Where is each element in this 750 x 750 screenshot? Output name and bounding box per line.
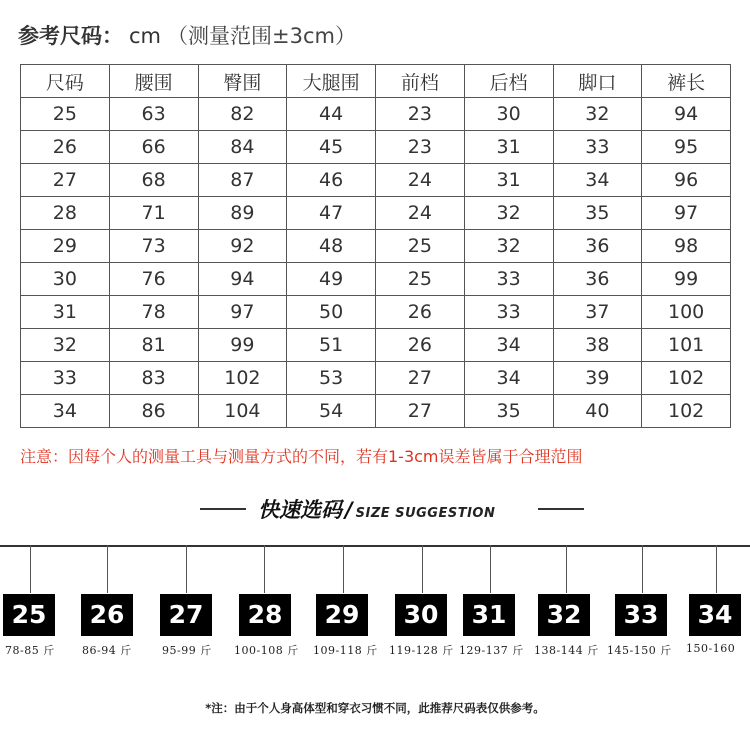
table-cell: 27 bbox=[21, 164, 110, 197]
size-table bbox=[20, 64, 731, 428]
heading-title bbox=[258, 494, 495, 524]
table-cell: 24 bbox=[376, 197, 465, 230]
table-cell: 45 bbox=[287, 131, 376, 164]
table-cell: 89 bbox=[198, 197, 287, 230]
table-cell: 34 bbox=[553, 164, 642, 197]
header-unit: cm bbox=[129, 24, 162, 48]
table-cell: 31 bbox=[464, 164, 553, 197]
table-cell: 47 bbox=[287, 197, 376, 230]
table-cell: 25 bbox=[21, 98, 110, 131]
size-box: 29 bbox=[316, 594, 368, 636]
table-cell: 81 bbox=[109, 329, 198, 362]
table-cell: 23 bbox=[376, 131, 465, 164]
table-cell: 99 bbox=[198, 329, 287, 362]
table-cell: 98 bbox=[642, 230, 731, 263]
table-row bbox=[21, 263, 731, 296]
table-row bbox=[21, 98, 731, 131]
weight-range-label: 95-99 斤 bbox=[162, 644, 212, 657]
table-cell: 73 bbox=[109, 230, 198, 263]
weight-range-label: 78-85 斤 bbox=[5, 644, 55, 657]
table-cell: 25 bbox=[376, 230, 465, 263]
column-header: 后档 bbox=[464, 65, 553, 98]
table-cell: 95 bbox=[642, 131, 731, 164]
table-row bbox=[21, 230, 731, 263]
weight-range-label: 109-118 斤 bbox=[313, 644, 378, 657]
table-cell: 32 bbox=[464, 197, 553, 230]
table-cell: 44 bbox=[287, 98, 376, 131]
size-suggestion-heading bbox=[0, 492, 750, 524]
weight-range-label: 129-137 斤 bbox=[459, 644, 524, 657]
heading-divider-right bbox=[538, 508, 584, 510]
table-cell: 33 bbox=[464, 296, 553, 329]
column-header: 臀围 bbox=[198, 65, 287, 98]
table-cell: 31 bbox=[21, 296, 110, 329]
table-cell: 50 bbox=[287, 296, 376, 329]
table-cell: 76 bbox=[109, 263, 198, 296]
table-cell: 39 bbox=[553, 362, 642, 395]
table-cell: 23 bbox=[376, 98, 465, 131]
ruler-tick bbox=[490, 545, 491, 593]
size-box: 27 bbox=[160, 594, 212, 636]
footnote: *注：由于个人身高体型和穿衣习惯不同，此推荐尺码表仅供参考。 bbox=[205, 701, 545, 715]
size-ruler bbox=[0, 545, 750, 600]
table-row bbox=[21, 296, 731, 329]
ruler-tick bbox=[422, 545, 423, 593]
table-cell: 71 bbox=[109, 197, 198, 230]
table-cell: 30 bbox=[464, 98, 553, 131]
weight-range-label: 138-144 斤 bbox=[534, 644, 599, 657]
column-header: 尺码 bbox=[21, 65, 110, 98]
table-cell: 54 bbox=[287, 395, 376, 428]
table-cell: 30 bbox=[21, 263, 110, 296]
table-cell: 36 bbox=[553, 263, 642, 296]
table-cell: 96 bbox=[642, 164, 731, 197]
table-cell: 94 bbox=[198, 263, 287, 296]
ruler-tick bbox=[343, 545, 344, 593]
table-cell: 34 bbox=[464, 329, 553, 362]
table-cell: 40 bbox=[553, 395, 642, 428]
table-row bbox=[21, 329, 731, 362]
table-cell: 51 bbox=[287, 329, 376, 362]
ruler-tick bbox=[186, 545, 187, 593]
header-title: 参考尺码： bbox=[18, 24, 123, 48]
ruler-tick bbox=[716, 545, 717, 593]
table-cell: 83 bbox=[109, 362, 198, 395]
column-header: 脚口 bbox=[553, 65, 642, 98]
ruler-line bbox=[0, 545, 750, 547]
table-cell: 102 bbox=[642, 362, 731, 395]
table-cell: 78 bbox=[109, 296, 198, 329]
table-cell: 97 bbox=[642, 197, 731, 230]
table-cell: 100 bbox=[642, 296, 731, 329]
weight-range-label: 150-160 bbox=[686, 642, 736, 655]
ruler-tick bbox=[264, 545, 265, 593]
table-cell: 102 bbox=[198, 362, 287, 395]
table-cell: 26 bbox=[21, 131, 110, 164]
size-box: 32 bbox=[538, 594, 590, 636]
size-box: 30 bbox=[395, 594, 447, 636]
table-row bbox=[21, 395, 731, 428]
ruler-tick bbox=[642, 545, 643, 593]
measurement-warning: 注意：因每个人的测量工具与测量方式的不同，若有1-3cm误差皆属于合理范围 bbox=[20, 447, 583, 466]
weight-range-label: 119-128 斤 bbox=[389, 644, 454, 657]
ruler-tick bbox=[107, 545, 108, 593]
table-cell: 36 bbox=[553, 230, 642, 263]
table-cell: 25 bbox=[376, 263, 465, 296]
table-cell: 99 bbox=[642, 263, 731, 296]
table-cell: 102 bbox=[642, 395, 731, 428]
column-header: 大腿围 bbox=[287, 65, 376, 98]
size-box: 31 bbox=[463, 594, 515, 636]
table-cell: 104 bbox=[198, 395, 287, 428]
table-cell: 32 bbox=[553, 98, 642, 131]
table-row bbox=[21, 164, 731, 197]
table-cell: 92 bbox=[198, 230, 287, 263]
table-cell: 66 bbox=[109, 131, 198, 164]
table-cell: 53 bbox=[287, 362, 376, 395]
column-header: 裤长 bbox=[642, 65, 731, 98]
size-box: 33 bbox=[615, 594, 667, 636]
size-box: 34 bbox=[689, 594, 741, 636]
weight-range-label: 100-108 斤 bbox=[234, 644, 299, 657]
table-row bbox=[21, 362, 731, 395]
size-box: 28 bbox=[239, 594, 291, 636]
table-body bbox=[21, 98, 731, 428]
heading-title-en: SIZE SUGGESTION bbox=[355, 506, 496, 521]
table-cell: 94 bbox=[642, 98, 731, 131]
table-cell: 84 bbox=[198, 131, 287, 164]
table-cell: 97 bbox=[198, 296, 287, 329]
table-cell: 32 bbox=[21, 329, 110, 362]
table-cell: 29 bbox=[21, 230, 110, 263]
table-cell: 38 bbox=[553, 329, 642, 362]
heading-title-cn: 快速选码 bbox=[258, 498, 342, 522]
table-cell: 24 bbox=[376, 164, 465, 197]
ruler-tick bbox=[566, 545, 567, 593]
size-box: 25 bbox=[3, 594, 55, 636]
table-cell: 46 bbox=[287, 164, 376, 197]
table-cell: 31 bbox=[464, 131, 553, 164]
table-cell: 63 bbox=[109, 98, 198, 131]
table-cell: 33 bbox=[464, 263, 553, 296]
table-cell: 34 bbox=[21, 395, 110, 428]
table-cell: 82 bbox=[198, 98, 287, 131]
table-cell: 48 bbox=[287, 230, 376, 263]
table-cell: 27 bbox=[376, 395, 465, 428]
table-cell: 86 bbox=[109, 395, 198, 428]
table-cell: 35 bbox=[553, 197, 642, 230]
table-cell: 26 bbox=[376, 329, 465, 362]
table-cell: 33 bbox=[21, 362, 110, 395]
size-chart-header bbox=[18, 20, 356, 50]
weight-range-label: 145-150 斤 bbox=[607, 644, 672, 657]
table-row bbox=[21, 197, 731, 230]
table-header-row bbox=[21, 65, 731, 98]
heading-separator: / bbox=[345, 498, 353, 522]
table-row bbox=[21, 131, 731, 164]
table-cell: 28 bbox=[21, 197, 110, 230]
table-cell: 27 bbox=[376, 362, 465, 395]
column-header: 腰围 bbox=[109, 65, 198, 98]
table-cell: 87 bbox=[198, 164, 287, 197]
table-cell: 34 bbox=[464, 362, 553, 395]
table-cell: 33 bbox=[553, 131, 642, 164]
table-cell: 26 bbox=[376, 296, 465, 329]
table-cell: 35 bbox=[464, 395, 553, 428]
ruler-tick bbox=[30, 545, 31, 593]
size-box: 26 bbox=[81, 594, 133, 636]
table-cell: 32 bbox=[464, 230, 553, 263]
table-cell: 37 bbox=[553, 296, 642, 329]
weight-range-label: 86-94 斤 bbox=[82, 644, 132, 657]
table-cell: 49 bbox=[287, 263, 376, 296]
table-cell: 68 bbox=[109, 164, 198, 197]
header-range-note: （测量范围±3cm） bbox=[167, 24, 356, 48]
column-header: 前档 bbox=[376, 65, 465, 98]
heading-divider-left bbox=[200, 508, 246, 510]
table-cell: 101 bbox=[642, 329, 731, 362]
